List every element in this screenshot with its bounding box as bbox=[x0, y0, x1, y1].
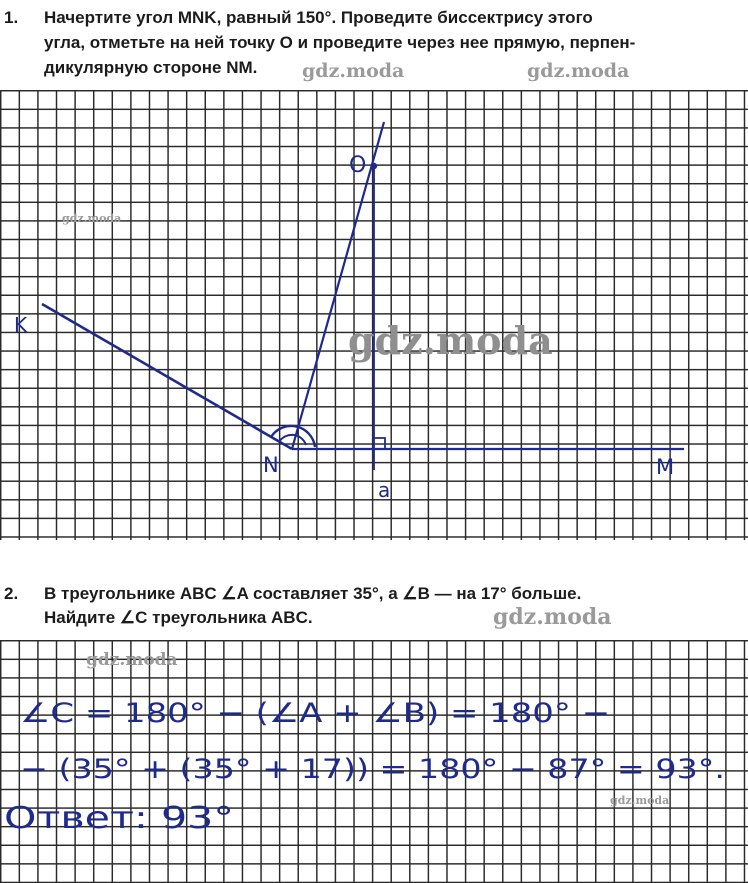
label-m: M bbox=[656, 455, 675, 479]
task-2-line-2: Найдите ∠C треугольника ABC. bbox=[44, 608, 313, 627]
watermark: gdz.moda bbox=[610, 794, 670, 807]
watermark: gdz.moda bbox=[86, 650, 178, 670]
task-1-number: 1. bbox=[4, 8, 19, 27]
label-k: K bbox=[14, 313, 28, 337]
watermark-large: gdz.moda bbox=[348, 318, 553, 363]
solution-line-2: − (35° + (35° + 17)) = 180° − 87° = 93°. bbox=[20, 754, 725, 785]
watermark: gdz.moda bbox=[302, 60, 405, 82]
task-1-line-3: дикулярную стороне NM. bbox=[44, 58, 258, 77]
label-n: N bbox=[263, 453, 279, 477]
watermark: gdz.moda bbox=[527, 60, 630, 82]
task-1-line-2: угла, отметьте на ней точку O и проведите через нее прямую, перпен- bbox=[44, 33, 636, 52]
label-a: a bbox=[378, 478, 391, 502]
label-o: O bbox=[349, 153, 367, 178]
task-2-line-1: В треугольнике ABC ∠A составляет 35°, а ∠B — на 17° больше. bbox=[44, 584, 582, 603]
watermark: gdz.moda bbox=[493, 604, 612, 630]
task-1-line-1: Начертите угол MNK, равный 150°. Проведите биссектрису этого bbox=[44, 8, 593, 27]
task-2-number: 2. bbox=[4, 584, 19, 603]
watermark: gdz.moda bbox=[62, 212, 122, 225]
solution-line-1: ∠C = 180° − (∠A + ∠B) = 180° − bbox=[20, 698, 610, 729]
answer-line: Ответ: 93° bbox=[4, 801, 234, 836]
